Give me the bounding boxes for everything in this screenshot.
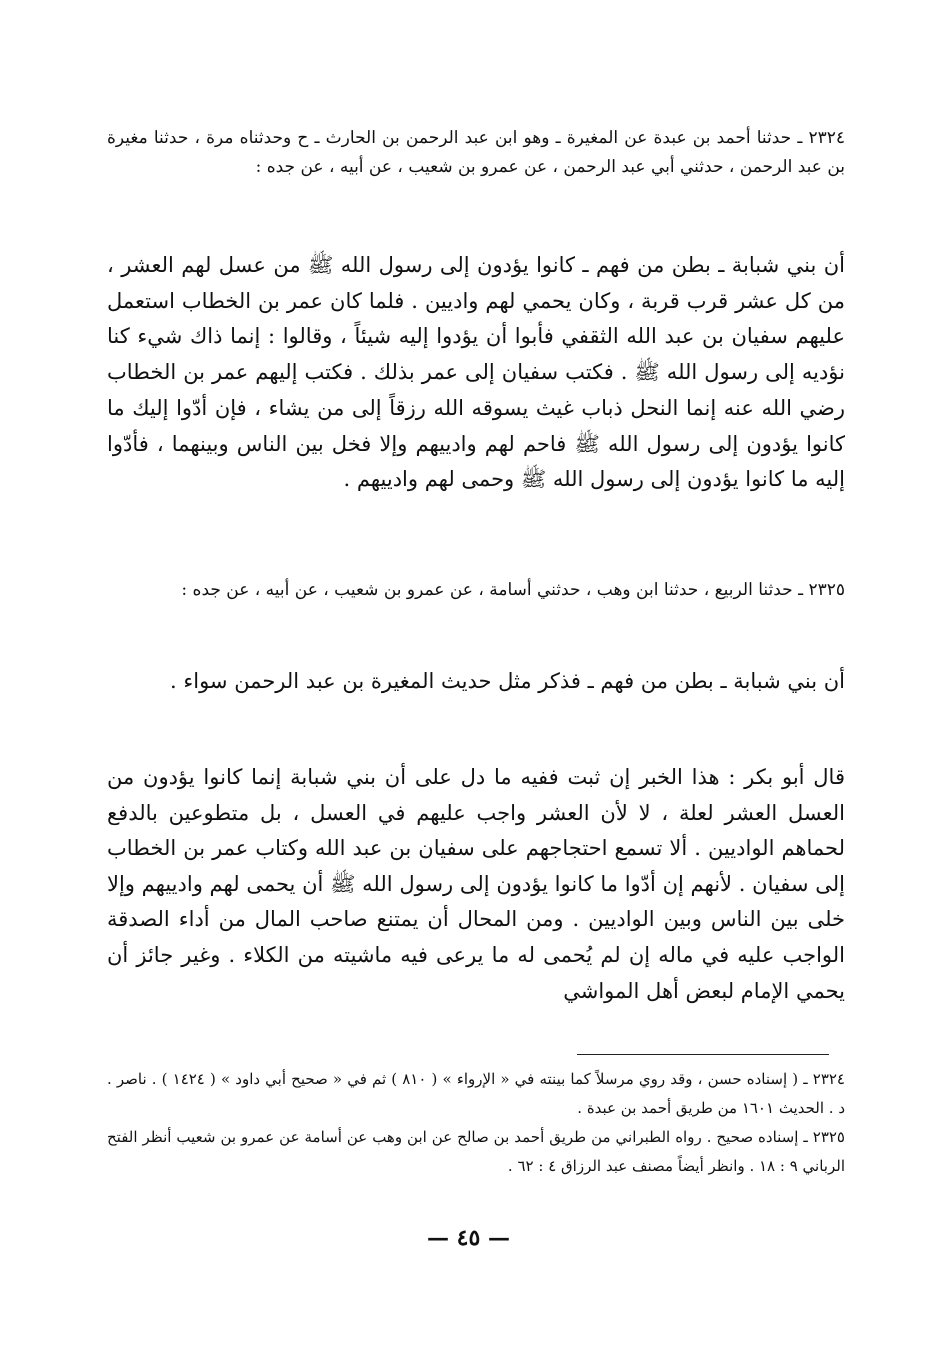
commentary-text: قال أبو بكر : هذا الخبر إن ثبت ففيه ما دل على أن بني شبابة إنما كانوا يؤدون من العسل العشر لعلة ، لا لأن العشر واجب عليهم في العسل ، بل متطوعين بالدفع لحماهم الواديين . ألا تسمع احتجاجهم على سفيان بن عبد الله وكتاب عمر بن الخطاب إلى سفيان . لأنهم إن أدّوا ما كانوا يؤدون إلى رسول الله ﷺ أن يحمى لهم وادييهم وإلا خلى بين الناس وبين الواديين . ومن المحال أن يمتنع صاحب المال من أداء الصدقة الواجب عليه في ماله إن لم يُحمى له ما يرعى فيه ماشيته من الكلاء . وغير جائز أن يحمي الإمام لبعض أهل المواشي (107, 765, 845, 1003)
hadith-2324-chain (107, 124, 845, 182)
footnote-2324: ٢٣٢٤ ـ ( إسناده حسن ، وقد روي مرسلاً كما بينته في « الإرواء » ( ٨١٠ ) ثم في « صحيح أبي داود » ( ١٤٢٤ ) . ناصر . د . الحديث ١٦٠١ من طريق أحمد بن عبدة . (107, 1070, 845, 1117)
footnotes (107, 1065, 845, 1181)
footnote-divider (577, 1054, 829, 1055)
hadith-2324-chain-text: ٢٣٢٤ ـ حدثنا أحمد بن عبدة عن المغيرة ـ وهو ابن عبد الرحمن بن الحارث ـ ح وحدثناه مرة ، حدثنا مغيرة بن عبد الرحمن ، حدثني أبي عبد الرحمن ، عن عمرو بن شعيب ، عن أبيه ، عن جده : (107, 128, 845, 177)
hadith-2324-text (107, 248, 845, 498)
hadith-2325-body: أن بني شبابة ـ بطن من فهم ـ فذكر مثل حديث المغيرة بن عبد الرحمن سواء . (170, 669, 845, 693)
hadith-2325-chain (107, 576, 845, 605)
hadith-2325-chain-text: ٢٣٢٥ ـ حدثنا الربيع ، حدثنا ابن وهب ، حدثني أسامة ، عن عمرو بن شعيب ، عن أبيه ، عن جده : (181, 580, 845, 600)
hadith-2325-text (107, 664, 845, 700)
commentary (107, 760, 845, 1009)
footnote-2325: ٢٣٢٥ ـ إسناده صحيح . رواه الطبراني من طريق أحمد بن صالح عن ابن وهب عن أسامة عن عمرو بن شعيب أنظر الفتح الرباني ٩ : ١٨ . وانظر أيضاً مصنف عبد الرزاق ٤ : ٦٢ . (107, 1128, 845, 1175)
page-number: — ٤٥ — (427, 1225, 510, 1251)
hadith-2324-body: أن بني شبابة ـ بطن من فهم ـ كانوا يؤدون إلى رسول الله ﷺ من عسل لهم العشر ، من كل عشر قرب قربة ، وكان يحمي لهم واديين . فلما كان عمر بن الخطاب استعمل عليهم سفيان بن عبد الله الثقفي فأبوا أن يؤدوا إليه شيئاً ، وقالوا : إنما ذاك شيء كنا نؤديه إلى رسول الله ﷺ . فكتب سفيان إلى عمر بذلك . فكتب إليهم عمر بن الخطاب رضي الله عنه إنما النحل ذباب غيث يسوقه الله رزقاً إلى من يشاء ، فإن أدّوا إليك ما كانوا يؤدون إلى رسول الله ﷺ فاحم لهم وادييهم وإلا فخل بين الناس وبينهما ، فأدّوا إليه ما كانوا يؤدون إلى رسول الله ﷺ وحمى لهم وادييهم . (107, 253, 845, 492)
